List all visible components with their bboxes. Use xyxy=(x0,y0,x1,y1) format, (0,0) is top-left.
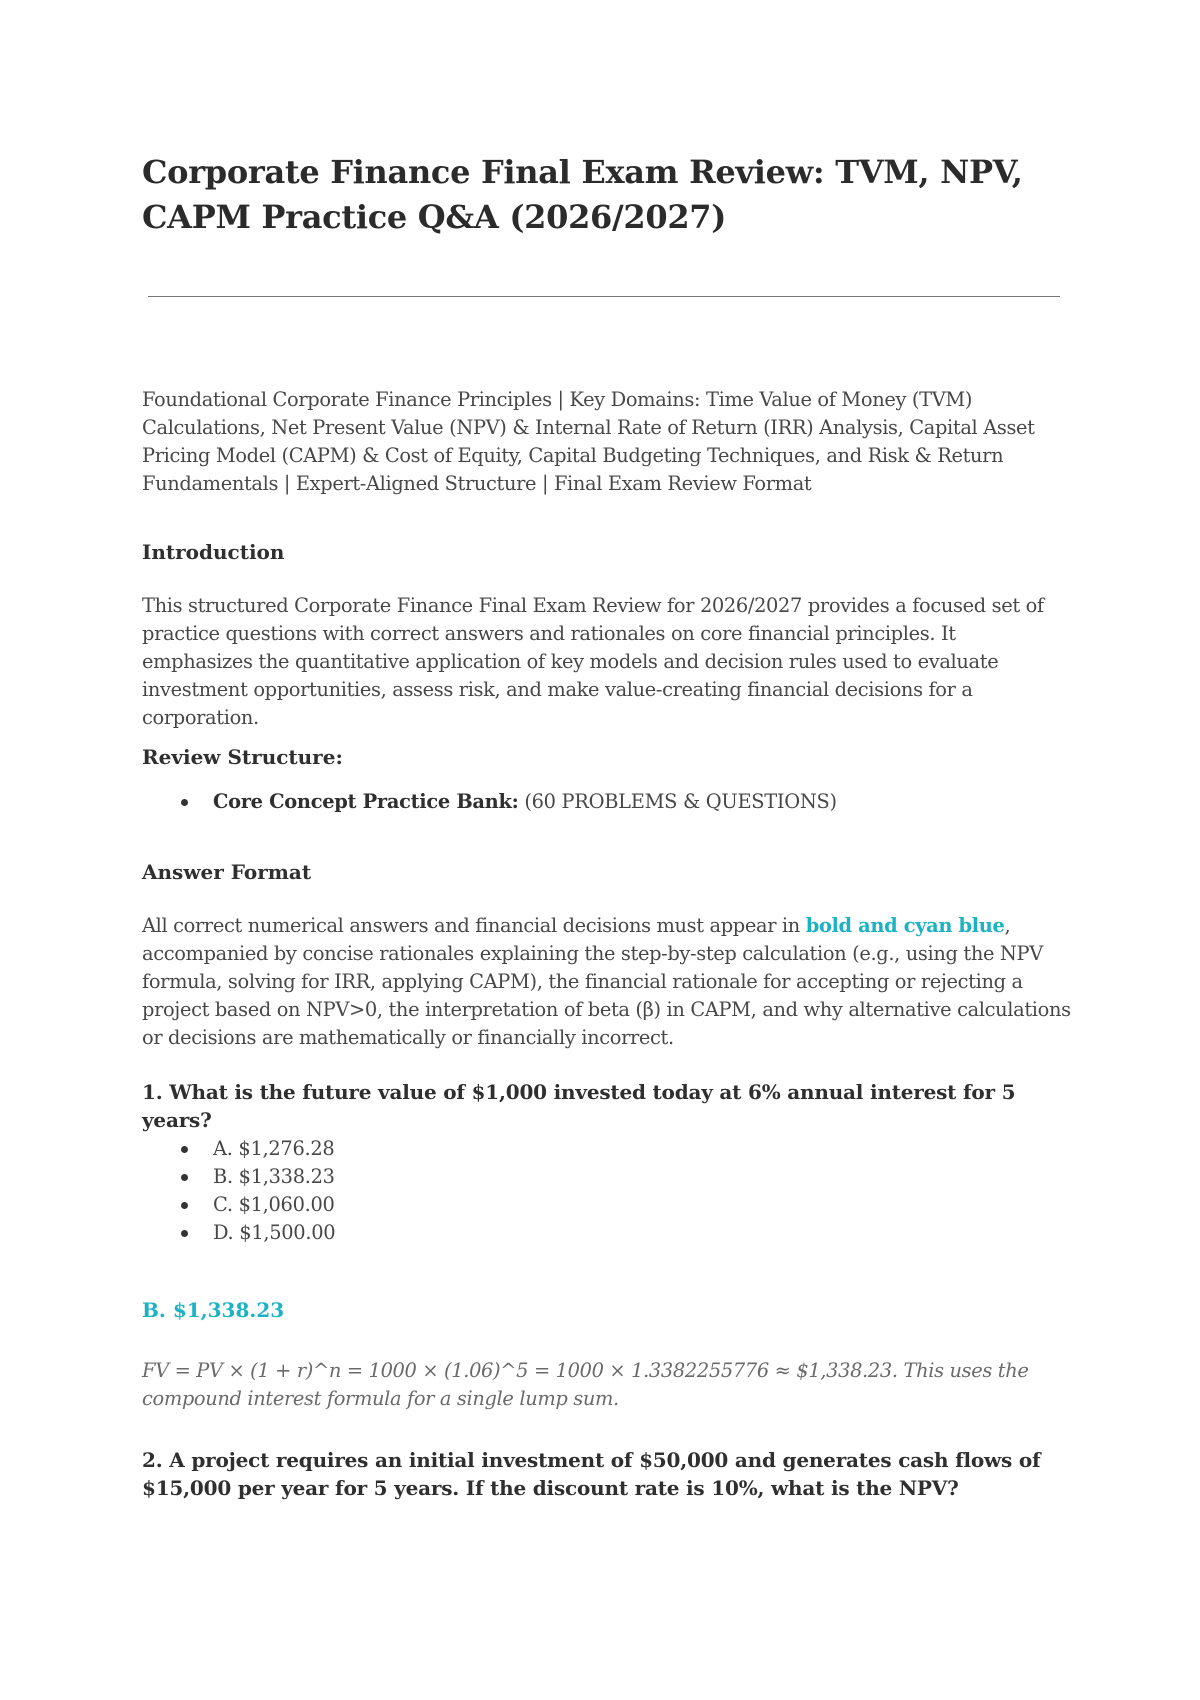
question-1-rationale: FV = PV × (1 + r)^n = 1000 × (1.06)^5 = 1000 × 1.3382255776 ≈ $1,338.23. This uses the compound interest formula for a single lump sum. xyxy=(142,1359,1029,1410)
list-item xyxy=(142,1163,335,1191)
bullet-icon xyxy=(181,1202,188,1209)
bullet-icon xyxy=(181,1174,188,1181)
answer-format-text-before: All correct numerical answers and financial decisions must appear in xyxy=(142,914,806,937)
question-2-prompt: 2. A project requires an initial investment of $50,000 and generates cash flows of $15,000 per year for 5 years. If the discount rate is 10%, what is the NPV? xyxy=(142,1448,1041,1500)
question-1-answer: B. $1,338.23 xyxy=(142,1298,285,1322)
question-1-prompt: 1. What is the future value of $1,000 invested today at 6% annual interest for 5 years? xyxy=(142,1080,1016,1132)
review-structure-heading: Review Structure: xyxy=(142,745,343,769)
bullet-icon xyxy=(181,799,188,806)
page-title: Corporate Finance Final Exam Review: TVM, NPV, CAPM Practice Q&A (2026/2027) xyxy=(142,153,1023,236)
review-item-label: Core Concept Practice Bank: xyxy=(213,790,519,813)
list-item xyxy=(142,1191,335,1219)
answer-format-text xyxy=(142,912,1072,1052)
option-text: C. $1,060.00 xyxy=(213,1193,335,1216)
answer-format-highlight: bold and cyan blue xyxy=(805,914,1005,937)
introduction-heading: Introduction xyxy=(142,540,285,564)
introduction-text: This structured Corporate Finance Final Exam Review for 2026/2027 provides a focused set of practice questions with correct answers and rationales on core financial principles. It emphasizes the quantitative application of key models and decision rules used to evaluate investment opportunities, assess risk, and make value-creating financial decisions for a corporation. xyxy=(142,594,1044,729)
option-text: B. $1,338.23 xyxy=(213,1165,335,1188)
review-structure-list xyxy=(142,788,837,816)
document-header xyxy=(142,150,1062,240)
review-item-value: (60 PROBLEMS & QUESTIONS) xyxy=(518,790,837,813)
list-item xyxy=(142,1219,335,1247)
option-text: A. $1,276.28 xyxy=(213,1137,335,1160)
list-item xyxy=(142,788,837,816)
bullet-icon xyxy=(181,1146,188,1153)
title-divider xyxy=(148,296,1060,297)
bullet-icon xyxy=(181,1230,188,1237)
document-subtitle: Foundational Corporate Finance Principles | Key Domains: Time Value of Money (TVM) Calculations, Net Present Value (NPV) & Internal Rate of Return (IRR) Analysis, Capital Asset Pricing Model (CAPM) & Cost of Equity, Capital Budgeting Techniques, and Risk & Return Fundamentals | Expert-Aligned Structure | Final Exam Review Format xyxy=(142,388,1035,495)
answer-format-text-after: , accompanied by concise rationales explaining the step-by-step calculation (e.g., using the NPV formula, solving for IRR, applying CAPM), the financial rationale for accepting or rejecting a project based on NPV>0, the interpretation of beta (β) in CAPM, and why alternative calculations or decisions are mathematically or financially incorrect. xyxy=(142,914,1071,1049)
option-text: D. $1,500.00 xyxy=(213,1221,336,1244)
answer-format-heading: Answer Format xyxy=(142,860,312,884)
list-item xyxy=(142,1135,335,1163)
question-1-options xyxy=(142,1135,335,1247)
